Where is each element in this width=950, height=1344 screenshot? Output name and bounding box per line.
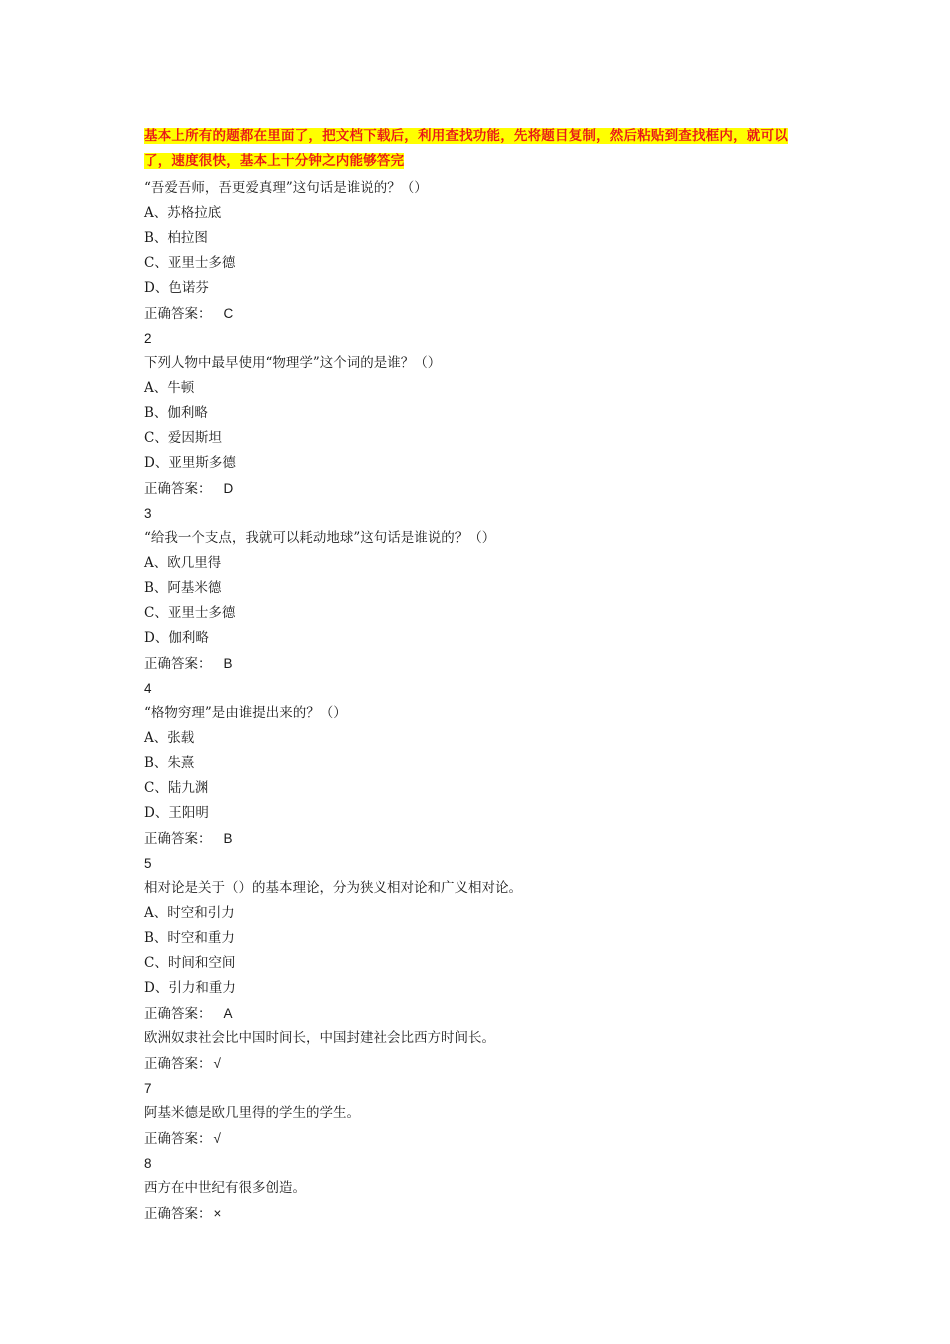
answer-option: A、欧几里得 (144, 555, 222, 571)
question-list (144, 176, 814, 1226)
correct-answer (144, 1126, 814, 1151)
question-block (144, 1151, 814, 1226)
correct-answer (144, 476, 814, 501)
correct-answer-label: 正确答案： (144, 1206, 212, 1222)
correct-answer-value: A (223, 1006, 233, 1021)
question-block (144, 851, 814, 1026)
answer-option: A、牛顿 (144, 380, 195, 396)
correct-answer-value: √ (213, 1056, 221, 1071)
answer-option: B、伽利略 (144, 405, 208, 421)
question-text: 下列人物中最早使用“物理学”这个词的是谁？（） (144, 355, 442, 371)
question-text: 相对论是关于（）的基本理论，分为狭义相对论和广义相对论。 (144, 880, 522, 896)
correct-answer-label: 正确答案： (144, 481, 212, 497)
correct-answer-label: 正确答案： (144, 1056, 212, 1072)
correct-answer (144, 1001, 814, 1026)
question-block (144, 176, 814, 326)
question-block (144, 1076, 814, 1151)
correct-answer-label: 正确答案： (144, 1006, 212, 1022)
correct-answer (144, 651, 814, 676)
correct-answer-value: C (223, 306, 234, 321)
answer-option: D、伽利略 (144, 630, 209, 646)
correct-answer-label: 正确答案： (144, 1131, 212, 1147)
question-block (144, 326, 814, 501)
correct-answer-label: 正确答案： (144, 831, 212, 847)
answer-option: A、张载 (144, 730, 195, 746)
question-number: 8 (144, 1156, 152, 1171)
correct-answer-value: √ (213, 1131, 221, 1146)
answer-option: D、王阳明 (144, 805, 209, 821)
question-text: 欧洲奴隶社会比中国时间长，中国封建社会比西方时间长。 (144, 1030, 495, 1046)
question-number: 4 (144, 681, 152, 696)
correct-answer-value: D (223, 481, 234, 496)
answer-option: B、阿基米德 (144, 580, 222, 596)
question-block (144, 676, 814, 851)
question-text: 阿基米德是欧几里得的学生的学生。 (144, 1105, 360, 1121)
document-page (144, 124, 814, 1226)
correct-answer-label: 正确答案： (144, 306, 212, 322)
answer-option: C、时间和空间 (144, 955, 236, 971)
question-number: 2 (144, 331, 152, 346)
answer-option: A、苏格拉底 (144, 205, 222, 221)
download-notice (144, 124, 814, 174)
correct-answer (144, 826, 814, 851)
answer-option: B、时空和重力 (144, 930, 235, 946)
answer-option: C、亚里士多德 (144, 605, 236, 621)
answer-option: D、亚里斯多德 (144, 455, 236, 471)
correct-answer-value: B (223, 831, 233, 846)
answer-option: C、亚里士多德 (144, 255, 236, 271)
answer-option: D、色诺芬 (144, 280, 209, 296)
answer-option: C、爱因斯坦 (144, 430, 222, 446)
correct-answer-value: × (213, 1206, 222, 1221)
question-text: “格物穷理”是由谁提出来的？（） (144, 705, 347, 721)
answer-option: A、时空和引力 (144, 905, 235, 921)
question-number: 3 (144, 506, 152, 521)
correct-answer (144, 1201, 814, 1226)
question-number: 7 (144, 1081, 152, 1096)
question-block (144, 1026, 814, 1076)
correct-answer-value: B (223, 656, 233, 671)
question-text: 西方在中世纪有很多创造。 (144, 1180, 306, 1196)
question-number: 5 (144, 856, 152, 871)
question-text: “吾爱吾师，吾更爱真理”这句话是谁说的？（） (144, 180, 428, 196)
answer-option: B、柏拉图 (144, 230, 208, 246)
correct-answer (144, 301, 814, 326)
correct-answer-label: 正确答案： (144, 656, 212, 672)
question-block (144, 501, 814, 676)
correct-answer (144, 1051, 814, 1076)
answer-option: C、陆九渊 (144, 780, 209, 796)
question-text: “给我一个支点，我就可以耗动地球”这句话是谁说的？（） (144, 530, 496, 546)
download-notice-text: 基本上所有的题都在里面了，把文档下载后，利用查找功能，先将题目复制，然后粘贴到查找框内，就可以了，速度很快，基本上十分钟之内能够答完 (144, 128, 788, 169)
answer-option: B、朱熹 (144, 755, 195, 771)
answer-option: D、引力和重力 (144, 980, 236, 996)
